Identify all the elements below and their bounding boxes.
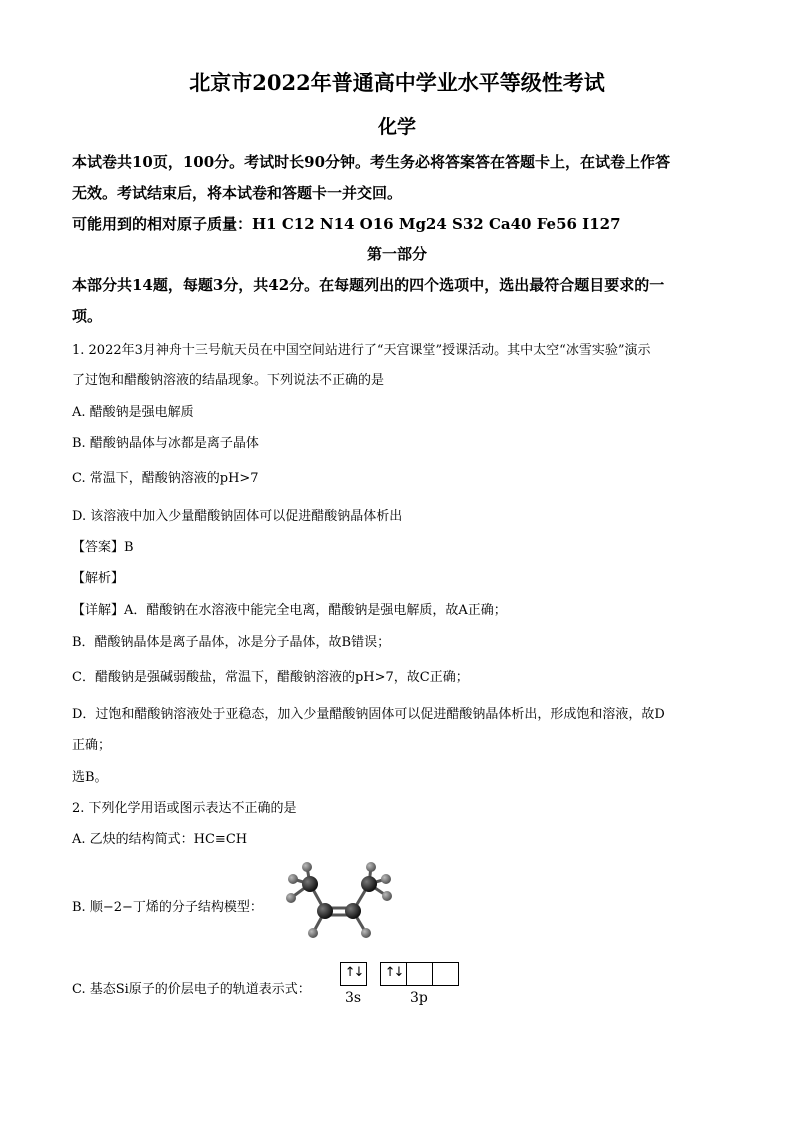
orbital-3p-box-3 — [432, 962, 459, 986]
part-heading: 第一部分 — [366, 245, 427, 263]
part-description-1: 本部分共14题，每题3分，共42分。在每题列出的四个选项中，选出最符合题目要求的一 — [72, 276, 665, 294]
q1-answer: 【答案】B — [72, 540, 134, 555]
cis-2-butene-model — [283, 862, 403, 942]
orbital-label-3p: 3p — [410, 990, 428, 1006]
q1-detail-3: C．醋酸钠是强碱弱酸盐，常温下，醋酸钠溶液的pH>7，故C正确； — [72, 670, 469, 685]
q2-option-b: B. 顺−2−丁烯的分子结构模型： — [72, 900, 263, 915]
q1-option-d: D. 该溶液中加入少量醋酸钠固体可以促进醋酸钠晶体析出 — [72, 509, 403, 524]
q1-option-b: B. 醋酸钠晶体与冰都是离子晶体 — [72, 436, 259, 451]
orbital-label-3s: 3s — [345, 990, 362, 1006]
orbital-3p-box-1 — [380, 962, 407, 986]
q2-option-c: C. 基态Si原子的价层电子的轨道表示式： — [72, 982, 311, 997]
orbital-3p-arrows: ↑↓ — [384, 965, 403, 980]
q1-detail-5: 正确； — [72, 738, 112, 753]
subject-title: 化学 — [377, 116, 416, 138]
hydrogen-atoms — [286, 862, 392, 938]
q2-option-a: A. 乙炔的结构简式：HC≡CH — [72, 832, 248, 847]
q1-option-a: A. 醋酸钠是强电解质 — [72, 405, 194, 420]
q1-detail-4: D．过饱和醋酸钠溶液处于亚稳态，加入少量醋酸钠固体可以促进醋酸钠晶体析出，形成饱和溶液，故D — [72, 707, 665, 722]
q1-choose: 选B。 — [72, 770, 108, 785]
orbital-3s-arrows: ↑↓ — [344, 965, 363, 980]
instructions-line-1: 本试卷共10页，100分。考试时长90分钟。考生务必将答案答在答题卡上，在试卷上作答 — [72, 153, 671, 171]
orbital-3s-box — [340, 962, 367, 986]
q1-analysis-label: 【解析】 — [72, 571, 125, 586]
q1-detail-2: B．醋酸钠晶体是离子晶体，冰是分子晶体，故B错误； — [72, 635, 391, 650]
q2-stem: 2. 下列化学用语或图示表达不正确的是 — [72, 801, 297, 816]
instructions-line-2: 无效。考试结束后，将本试卷和答题卡一并交回。 — [72, 184, 403, 202]
part-description-2: 项。 — [72, 307, 103, 325]
atomic-masses: 可能用到的相对原子质量：H1 C12 N14 O16 Mg24 S32 Ca40 Fe56 I127 — [72, 215, 621, 233]
q1-detail-1: 【详解】A．醋酸钠在水溶液中能完全电离，醋酸钠是强电解质，故A正确； — [72, 603, 507, 618]
carbon-atoms — [302, 876, 377, 919]
exam-title: 北京市2022年普通高中学业水平等级性考试 — [189, 70, 605, 95]
q1-stem-2: 了过饱和醋酸钠溶液的结晶现象。下列说法不正确的是 — [72, 373, 385, 388]
q1-option-c: C. 常温下，醋酸钠溶液的pH>7 — [72, 471, 259, 486]
q1-stem-1: 1. 2022年3月神舟十三号航天员在中国空间站进行了“天宫课堂”授课活动。其中太空“冰雪实验”演示 — [72, 343, 651, 358]
orbital-3p-box-2 — [406, 962, 433, 986]
